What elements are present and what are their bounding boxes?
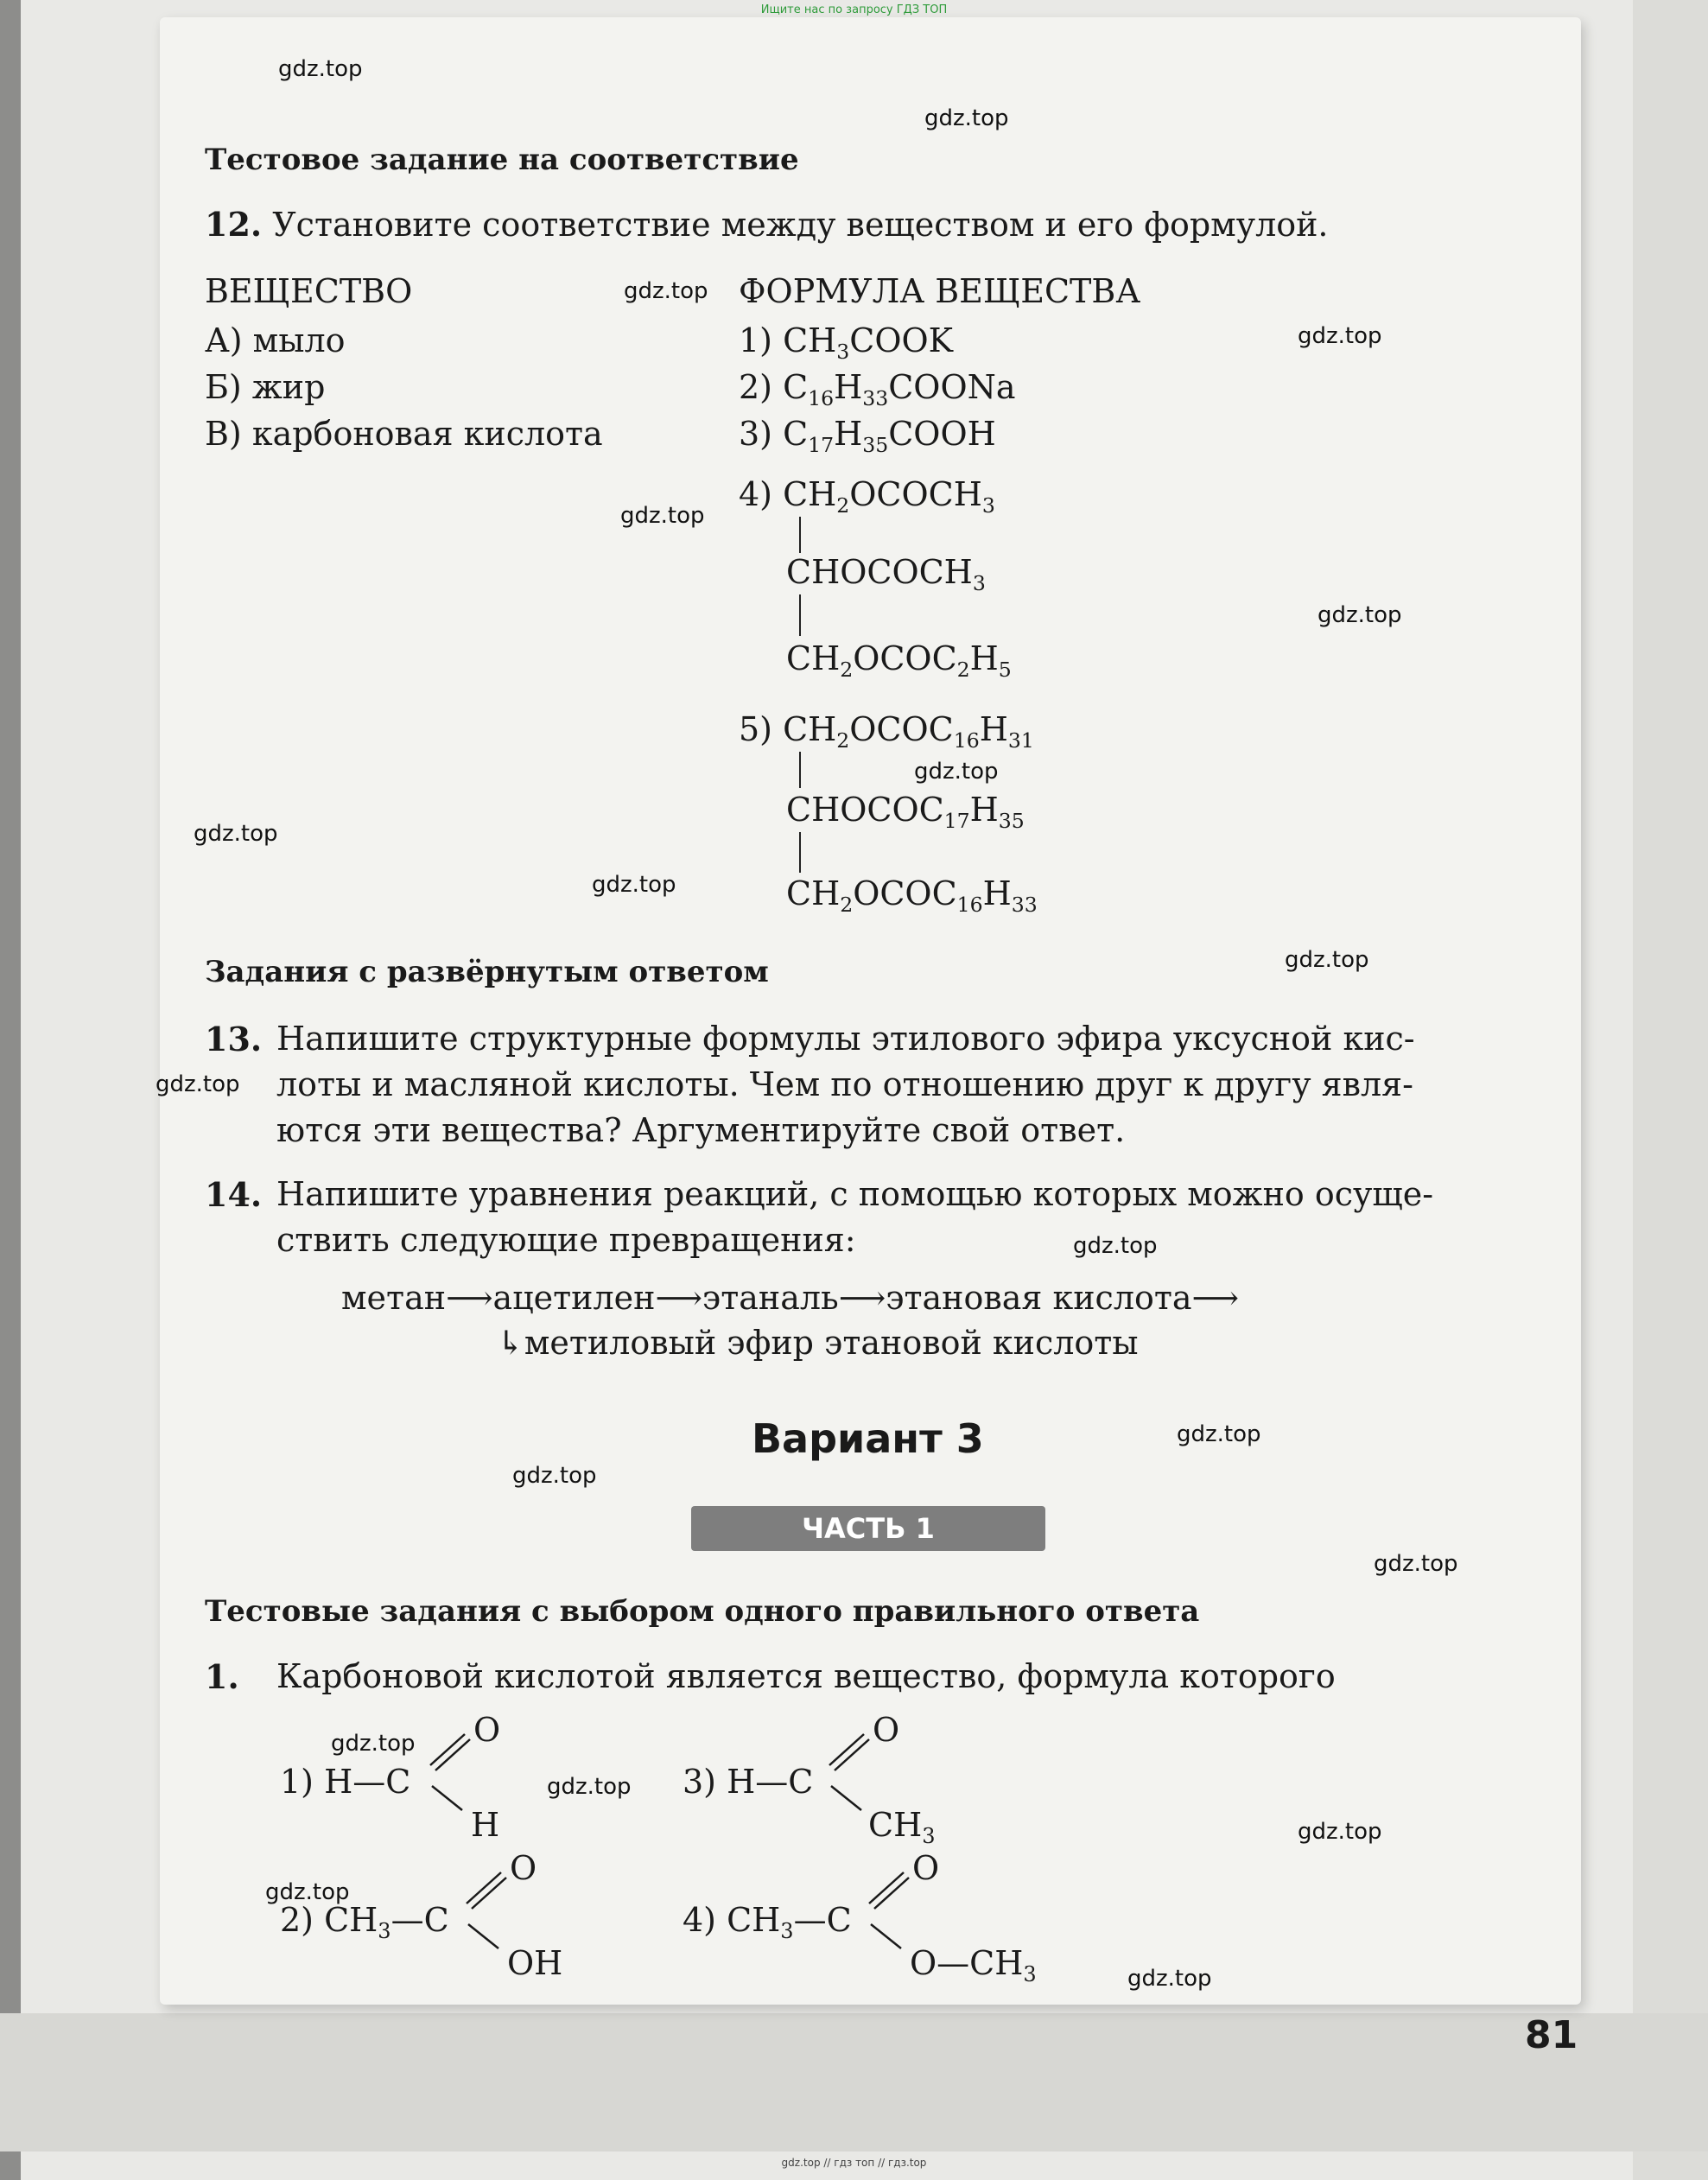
watermark: gdz.top: [914, 759, 999, 785]
footer-link[interactable]: gdz.top // гдз топ // гдз.top: [781, 2157, 927, 2169]
section-title-matching: Тестовое задание на соответствие: [205, 143, 799, 177]
formula-5-line1: 5) $CH_2OCOC_{16}H_{31}$: [739, 710, 1034, 753]
option-3-label: 3) H—C: [683, 1763, 814, 1801]
column-title-substance: ВЕЩЕСТВО: [205, 272, 413, 310]
question-14-number: 14.: [205, 1175, 263, 1214]
watermark: gdz.top: [547, 1774, 632, 1800]
arrow-icon: ↳: [497, 1324, 524, 1362]
watermark: gdz.top: [1285, 947, 1369, 973]
watermark: gdz.top: [1374, 1551, 1458, 1577]
chain-item: этаналь: [702, 1279, 839, 1317]
atom-o: O: [473, 1711, 501, 1749]
page-edge-right: [1633, 0, 1708, 2180]
section-title-extended: Задания с развёрнутым ответом: [205, 955, 769, 989]
watermark: gdz.top: [592, 872, 676, 898]
watermark: gdz.top: [1318, 602, 1402, 628]
formula-4-line2: $CHOCOCH_3$: [786, 553, 986, 596]
watermark: gdz.top: [924, 105, 1009, 131]
substance-c: В) карбоновая кислота: [205, 415, 603, 453]
bond-line: [799, 594, 801, 636]
chain-item: ацетилен: [492, 1279, 656, 1317]
header-link[interactable]: Ищите нас по запросу ГДЗ ТОП: [760, 3, 948, 16]
substance-a: А) мыло: [205, 321, 346, 359]
formula-1: 1) $CH_3COOK$: [739, 321, 954, 365]
question-1-text: Карбоновой кислотой является вещество, формула которого: [276, 1657, 1336, 1695]
watermark: gdz.top: [1177, 1421, 1261, 1447]
option-4-label: 4) $CH_3—C$: [683, 1901, 852, 1943]
bond-line: [799, 517, 801, 553]
watermark: gdz.top: [620, 503, 705, 529]
watermark: gdz.top: [1127, 1966, 1212, 1992]
reaction-chain: [341, 1279, 1239, 1317]
atom-o: O: [912, 1849, 940, 1887]
watermark: gdz.top: [278, 56, 363, 82]
methyl-group: $CH_3$: [868, 1806, 936, 1848]
page-number: 81: [1525, 2013, 1578, 2057]
formula-2: 2) $C_{16}H_{33}COONa$: [739, 368, 1016, 411]
part-badge: ЧАСТЬ 1: [691, 1506, 1045, 1551]
question-number: 12.: [205, 205, 263, 244]
formula-4-line3: $CH_2OCOC_2H_5$: [786, 639, 1012, 683]
formula-3: 3) $C_{17}H_{35}COOH$: [739, 415, 996, 458]
reaction-chain-cont: [497, 1324, 1139, 1362]
variant-title: Вариант 3: [752, 1415, 984, 1462]
substance-b: Б) жир: [205, 368, 326, 406]
methoxy-group: $O—CH_3$: [910, 1944, 1037, 1986]
formula-5-line3: $CH_2OCOC_{16}H_{33}$: [786, 874, 1038, 918]
watermark: gdz.top: [265, 1879, 350, 1905]
watermark: gdz.top: [624, 278, 708, 304]
chain-item: этановая кислота: [886, 1279, 1192, 1317]
question-14-line2: ствить следующие превращения:: [276, 1221, 856, 1259]
watermark: gdz.top: [194, 821, 278, 847]
page-edge-left: [0, 0, 21, 2180]
column-title-formula: ФОРМУЛА ВЕЩЕСТВА: [739, 272, 1141, 310]
arrow-icon: ⟶: [838, 1279, 886, 1317]
watermark: gdz.top: [1298, 1819, 1382, 1845]
section-title-choice: Тестовые задания с выбором одного правильного ответа: [205, 1594, 1200, 1629]
chain-item: метан: [341, 1279, 447, 1317]
watermark: gdz.top: [1073, 1233, 1158, 1259]
option-2-label: 2) $CH_3—C$: [280, 1901, 449, 1943]
question-13-line3: ются эти вещества? Аргументируйте свой ответ.: [276, 1111, 1126, 1149]
hydroxyl-group: OH: [507, 1944, 563, 1982]
watermark: gdz.top: [331, 1731, 416, 1757]
arrow-icon: ⟶: [1191, 1279, 1239, 1317]
arrow-icon: ⟶: [446, 1279, 493, 1317]
question-12: [205, 205, 1329, 244]
question-14-line1: Напишите уравнения реакций, с помощью которых можно осуще-: [276, 1175, 1434, 1213]
atom-o: O: [873, 1711, 900, 1749]
question-13-line1: Напишите структурные формулы этилового эфира уксусной кис-: [276, 1020, 1415, 1058]
chain-item: метиловый эфир этановой кислоты: [524, 1324, 1139, 1362]
question-13-line2: лоты и масляной кислоты. Чем по отношению друг к другу явля-: [276, 1065, 1413, 1103]
question-1-number: 1.: [205, 1657, 239, 1696]
question-text: Установите соответствие между веществом и его формулой.: [272, 206, 1329, 244]
atom-o: O: [510, 1849, 537, 1887]
watermark: gdz.top: [1298, 323, 1382, 349]
watermark: gdz.top: [512, 1463, 597, 1489]
bond-line: [799, 832, 801, 873]
question-13-number: 13.: [205, 1020, 263, 1058]
option-1-label: 1) H—C: [280, 1763, 411, 1801]
bond-line: [799, 752, 801, 788]
watermark: gdz.top: [156, 1071, 240, 1097]
arrow-icon: ⟶: [655, 1279, 702, 1317]
page-edge-bottom: [0, 2013, 1708, 2151]
formula-4-line1: 4) $CH_2OCOCH_3$: [739, 475, 995, 518]
formula-5-line2: $CHOCOC_{17}H_{35}$: [786, 791, 1025, 834]
atom-h: H: [471, 1806, 500, 1844]
